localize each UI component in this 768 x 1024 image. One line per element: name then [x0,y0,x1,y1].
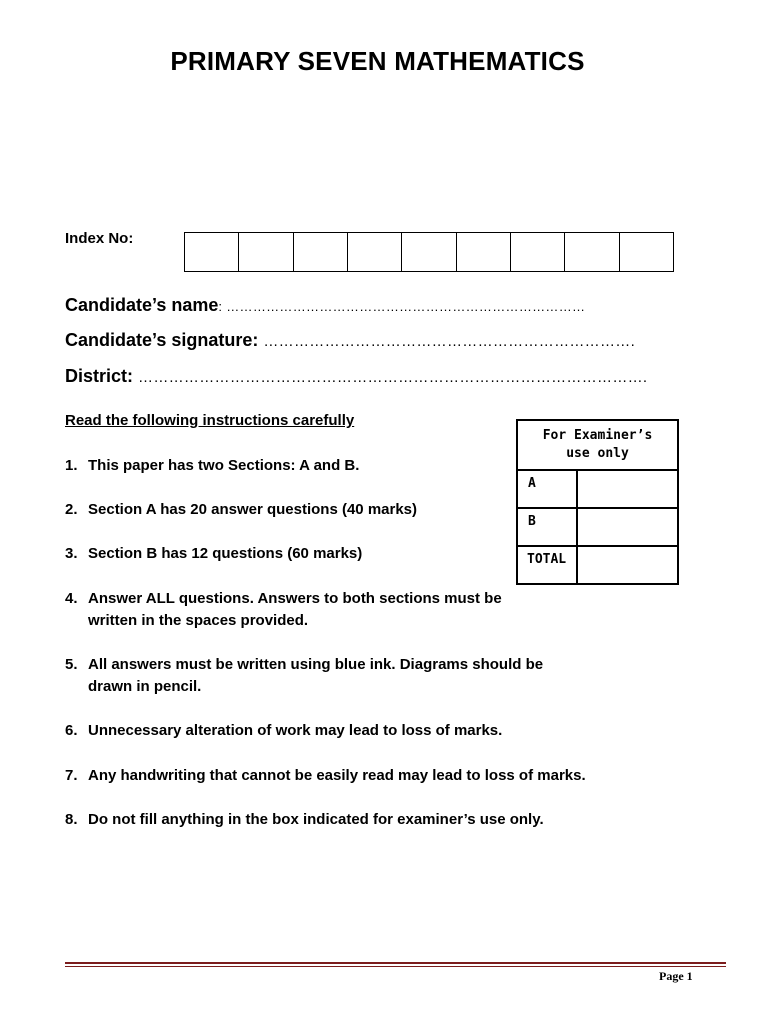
instruction-text: Unnecessary alteration of work may lead to loss of marks. [88,722,503,739]
instructions-heading: Read the following instructions carefully [65,412,355,429]
instruction-text: Section A has 20 answer questions (40 marks) [88,501,418,518]
examiner-use-table [516,419,679,585]
instruction-item [65,455,585,477]
district-field[interactable] [65,366,647,387]
page-title: PRIMARY SEVEN MATHEMATICS [170,46,585,76]
instruction-number: 2. [65,501,78,518]
instruction-text: All answers must be written using blue ink. Diagrams should be drawn in pencil. [88,656,544,695]
examiner-score-cell [578,547,677,584]
instruction-text: Any handwriting that cannot be easily read may lead to loss of marks. [88,767,586,784]
examiner-score-cell [578,509,677,545]
examiner-row-label: B [518,509,578,545]
index-number-boxes [184,232,674,272]
instruction-item [65,720,585,742]
examiner-row-b [518,509,677,547]
candidate-signature-field[interactable] [65,330,635,351]
instruction-number: 5. [65,656,78,673]
instruction-number: 7. [65,767,78,784]
instruction-number: 1. [65,457,78,474]
instruction-text: Section B has 12 questions (60 marks) [88,545,363,562]
candidate-name-field[interactable] [65,295,585,316]
instruction-number: 3. [65,545,78,562]
footer-rule [65,962,726,964]
candidate-signature-dots: ………………………………………………………………. [263,333,636,350]
candidate-name-label: Candidate’s name [65,295,219,315]
index-number-label: Index No: [65,230,134,247]
instruction-number: 4. [65,590,78,607]
index-digit-box[interactable] [565,233,619,271]
instruction-text: This paper has two Sections: A and B. [88,457,360,474]
index-digit-box[interactable] [511,233,565,271]
examiner-row-a [518,471,677,509]
footer-rule-thin [65,966,726,967]
candidate-name-dots: : ……………………………………………………………………… [218,299,586,314]
instruction-item [65,765,625,787]
instruction-item [65,654,550,698]
instruction-number: 8. [65,811,78,828]
instruction-number: 6. [65,722,78,739]
examiner-score-cell [578,471,677,507]
index-digit-box[interactable] [239,233,293,271]
index-digit-box[interactable] [294,233,348,271]
instruction-item [65,588,550,632]
instruction-text: Answer ALL questions. Answers to both sections must be written in the spaces provided. [88,590,502,629]
index-digit-box[interactable] [185,233,239,271]
instruction-item [65,809,625,831]
examiner-row-total [518,547,677,584]
instruction-text: Do not fill anything in the box indicated for examiner’s use only. [88,811,544,828]
page-number: Page 1 [659,969,693,983]
district-dots: ………………………………………………………………………………………. [138,369,648,386]
instruction-item [65,543,585,565]
index-digit-box[interactable] [402,233,456,271]
examiner-row-label: A [518,471,578,507]
index-digit-box[interactable] [348,233,402,271]
candidate-signature-label: Candidate’s signature: [65,330,264,350]
district-label: District: [65,366,139,386]
examiner-heading-text: For Examiner’s use only [542,428,653,461]
index-digit-box[interactable] [620,233,673,271]
examiner-table-heading [518,421,677,471]
index-digit-box[interactable] [457,233,511,271]
instruction-item [65,499,585,521]
examiner-row-label: TOTAL [518,547,578,584]
